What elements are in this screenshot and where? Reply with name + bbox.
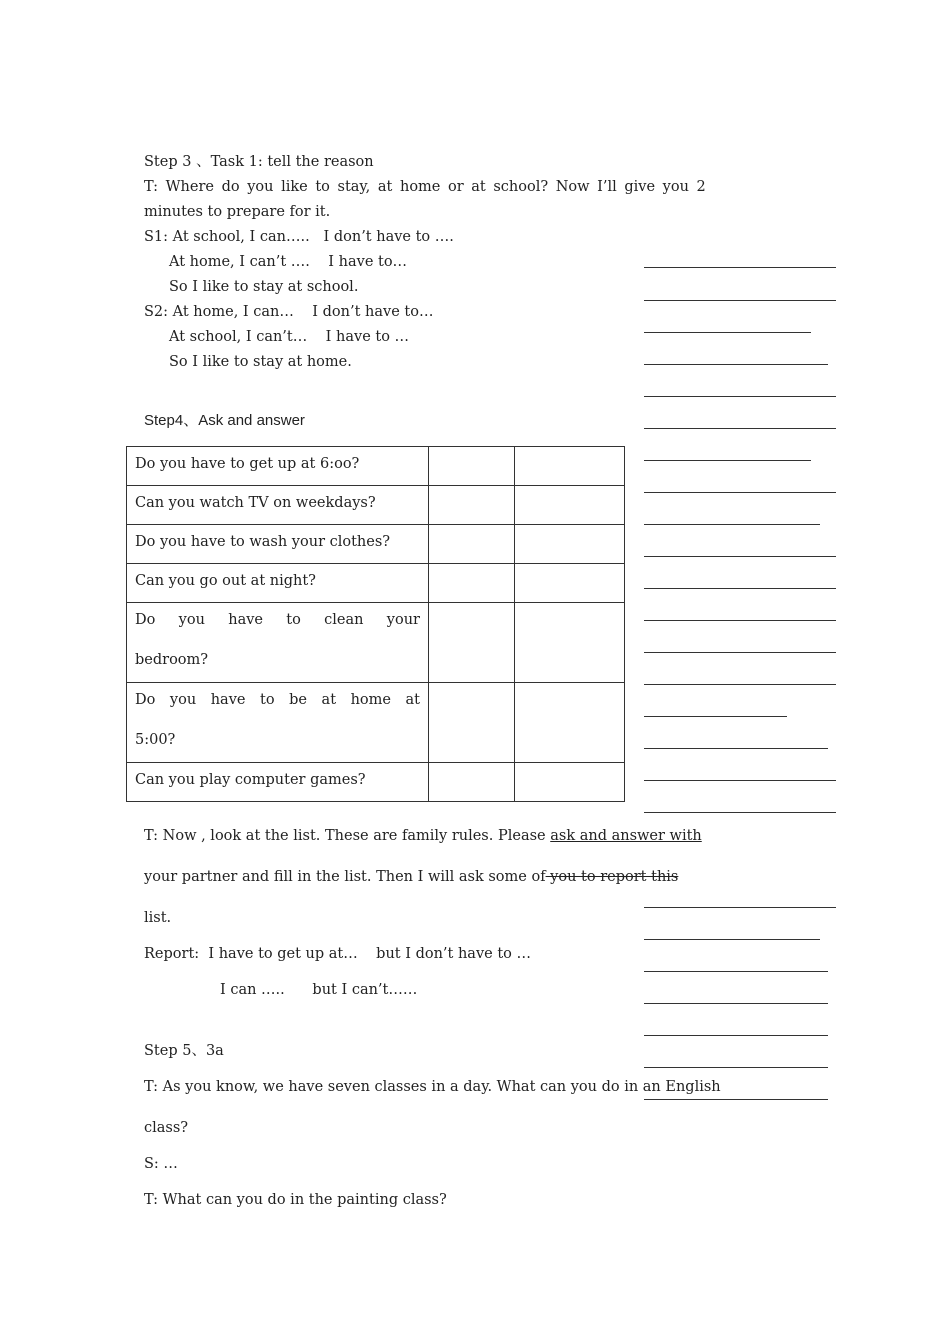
note-line bbox=[644, 907, 836, 908]
question-cell bbox=[127, 486, 429, 525]
note-line bbox=[644, 812, 836, 813]
note-line bbox=[644, 620, 836, 621]
question-text-continued: 5:00? bbox=[135, 732, 176, 748]
step3-heading: Step 3 、Task 1: tell the reason bbox=[144, 154, 374, 170]
answer-cell[interactable] bbox=[515, 525, 625, 564]
note-line bbox=[644, 716, 787, 717]
note-line bbox=[644, 267, 836, 268]
note-line bbox=[644, 524, 820, 525]
question-cell bbox=[127, 564, 429, 603]
note-line bbox=[644, 396, 836, 397]
step4-heading: Step4、Ask and answer bbox=[144, 412, 305, 429]
question-text: Can you watch TV on weekdays? bbox=[135, 495, 376, 511]
table-row bbox=[127, 603, 625, 683]
question-cell bbox=[127, 525, 429, 564]
answer-cell[interactable] bbox=[515, 683, 625, 763]
family-rules-table bbox=[126, 446, 625, 802]
step3-s1-line-3: So I like to stay at school. bbox=[169, 279, 359, 295]
answer-cell[interactable] bbox=[515, 486, 625, 525]
note-line bbox=[644, 748, 828, 749]
table-row bbox=[127, 683, 625, 763]
question-cell bbox=[127, 683, 429, 763]
table-row bbox=[127, 486, 625, 525]
report-line-2: I can ….. but I can’t…… bbox=[220, 982, 418, 998]
note-line bbox=[644, 780, 836, 781]
step3-s2-line-2: At school, I can’t… I have to … bbox=[169, 329, 410, 345]
step4-teacher-line-1 bbox=[144, 829, 702, 844]
step4-teacher-line-2-text: your partner and fill in the list. Then I will ask some of bbox=[144, 869, 546, 885]
question-text: Can you go out at night? bbox=[135, 573, 316, 589]
note-line bbox=[644, 1067, 828, 1068]
question-cell bbox=[127, 603, 429, 683]
step3-teacher-line-2: minutes to prepare for it. bbox=[144, 204, 331, 220]
answer-cell[interactable] bbox=[429, 603, 515, 683]
step4-teacher-line-1-underlined: ask and answer with bbox=[550, 828, 702, 844]
note-line bbox=[644, 684, 836, 685]
step5-teacher-line-3: T: What can you do in the painting class? bbox=[144, 1192, 447, 1208]
note-line bbox=[644, 1035, 828, 1036]
note-line bbox=[644, 588, 836, 589]
question-text-continued: bedroom? bbox=[135, 652, 209, 668]
answer-cell[interactable] bbox=[429, 763, 515, 802]
note-line bbox=[644, 939, 820, 940]
answer-cell[interactable] bbox=[429, 683, 515, 763]
note-line bbox=[644, 492, 836, 493]
table-row bbox=[127, 447, 625, 486]
step4-teacher-line-1-text: T: Now , look at the list. These are family rules. Please bbox=[144, 828, 551, 844]
answer-cell[interactable] bbox=[515, 447, 625, 486]
step5-teacher-line-1: T: As you know, we have seven classes in a day. What can you do in an English bbox=[144, 1079, 721, 1095]
step4-teacher-line-2 bbox=[144, 870, 678, 885]
table-row bbox=[127, 564, 625, 603]
step3-s2-line-3: So I like to stay at home. bbox=[169, 354, 352, 370]
note-line bbox=[644, 1003, 828, 1004]
question-text: Do you have to clean your bbox=[135, 612, 420, 628]
note-line bbox=[644, 364, 828, 365]
step3-s1-line-1: S1: At school, I can….. I don’t have to …. bbox=[144, 229, 454, 245]
question-text: Can you play computer games? bbox=[135, 772, 366, 788]
question-text: Do you have to be at home at bbox=[135, 692, 420, 708]
note-line bbox=[644, 652, 836, 653]
note-line bbox=[644, 300, 836, 301]
note-line bbox=[644, 556, 836, 557]
step3-teacher-line-1: T: Where do you like to stay, at home or at school? Now I’ll give you 2 bbox=[144, 179, 706, 195]
answer-cell[interactable] bbox=[429, 486, 515, 525]
step3-s1-line-2: At home, I can’t …. I have to… bbox=[169, 254, 408, 270]
table-row bbox=[127, 525, 625, 564]
report-line-1: Report: I have to get up at… but I don’t have to … bbox=[144, 946, 531, 962]
note-line bbox=[644, 1099, 828, 1100]
step4-teacher-line-2-struck: you to report this bbox=[545, 869, 679, 885]
answer-cell[interactable] bbox=[429, 564, 515, 603]
table-row bbox=[127, 763, 625, 802]
step5-teacher-line-2: class? bbox=[144, 1120, 189, 1136]
note-line bbox=[644, 971, 828, 972]
note-line bbox=[644, 332, 811, 333]
answer-cell[interactable] bbox=[429, 447, 515, 486]
question-text: Do you have to get up at 6:oo? bbox=[135, 456, 360, 472]
answer-cell[interactable] bbox=[515, 603, 625, 683]
question-text: Do you have to wash your clothes? bbox=[135, 534, 391, 550]
answer-cell[interactable] bbox=[515, 763, 625, 802]
answer-cell[interactable] bbox=[429, 525, 515, 564]
step4-teacher-line-3: list. bbox=[144, 910, 172, 926]
question-cell bbox=[127, 763, 429, 802]
note-line bbox=[644, 428, 836, 429]
answer-cell[interactable] bbox=[515, 564, 625, 603]
step5-heading: Step 5、3a bbox=[144, 1043, 224, 1059]
note-line bbox=[644, 460, 811, 461]
question-cell bbox=[127, 447, 429, 486]
step5-student-line: S: … bbox=[144, 1156, 178, 1172]
step3-s2-line-1: S2: At home, I can… I don’t have to… bbox=[144, 304, 434, 320]
